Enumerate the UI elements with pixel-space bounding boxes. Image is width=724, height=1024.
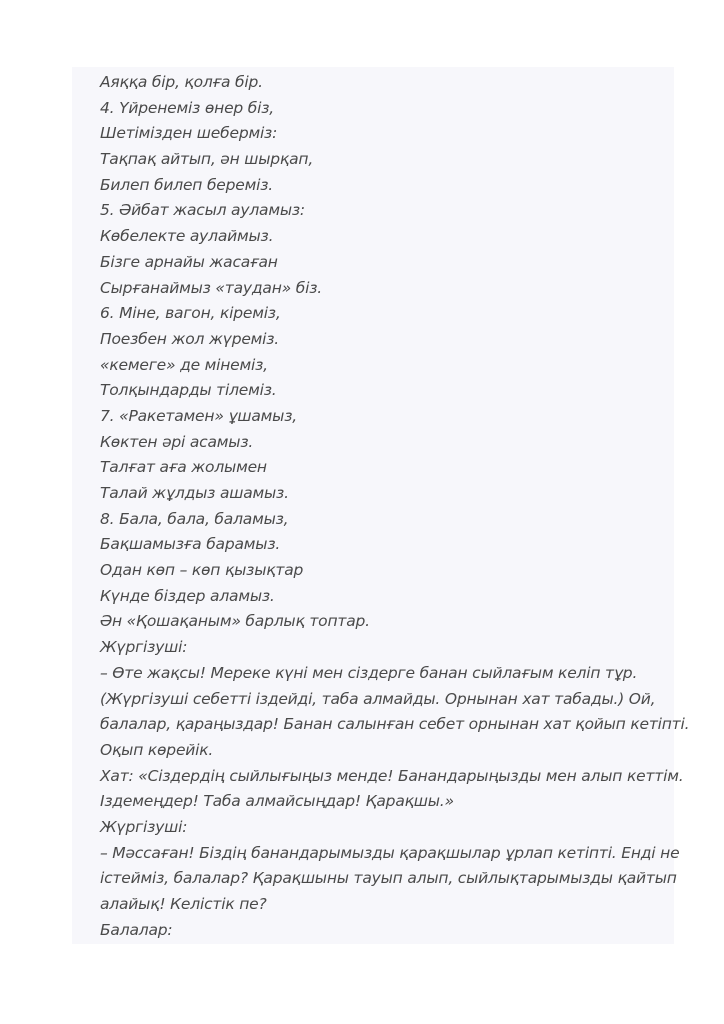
text-line: Поезбен жол жүреміз. (100, 329, 280, 348)
text-line: Талғат аға жолымен (100, 458, 267, 477)
text-line: Көктен әрі асамыз. (100, 432, 254, 451)
text-line: алайық! Келістік пе? (100, 895, 267, 913)
text-line: 6. Міне, вагон, кіреміз, (100, 304, 281, 323)
text-line: Аяққа бір, қолға бір. (100, 73, 263, 91)
text-line: Бақшамызға барамыз. (100, 535, 281, 554)
text-line: Талай жұлдыз ашамыз. (100, 484, 289, 502)
text-line: Шетімізден шеберміз: (100, 124, 278, 143)
text-line: балалар, қараңыздар! Банан салынған себет орнынан хат қойып кетіпті. (100, 715, 690, 734)
text-line: Хат: «Сіздердің сыйлығыңыз менде! Банандарыңызды мен алып кеттім. (100, 766, 684, 785)
text-line: Ән «Қошақаным» барлық топтар. (100, 612, 370, 631)
text-line: Оқып көрейік. (100, 740, 214, 759)
document-text-block (72, 67, 690, 944)
text-line: Билеп билеп береміз. (100, 175, 273, 194)
text-line: Сырғанаймыз «таудан» біз. (100, 278, 322, 297)
text-line: істейміз, балалар? Қарақшыны тауып алып, сыйлықтарымызды қайтып (100, 869, 677, 888)
text-line: Толқындарды тілеміз. (100, 381, 277, 400)
text-line: 4. Үйренеміз өнер біз, (100, 98, 275, 117)
text-line: Тақпақ айтып, ән шырқап, (100, 150, 314, 169)
text-line: Одан көп – көп қызықтар (100, 561, 304, 580)
text-line: Көбелекте аулаймыз. (100, 227, 274, 246)
text-line: Жүргізуші: (100, 817, 188, 836)
text-line: «кемеге» де мінеміз, (100, 355, 268, 374)
text-line: (Жүргізуші себетті іздейді, таба алмайды. Орнынан хат табады.) Ой, (100, 689, 656, 708)
text-line: 8. Бала, бала, баламыз, (100, 509, 289, 528)
text-line: – Өте жақсы! Мереке күні мен сіздерге банан сыйлағым келіп тұр. (100, 663, 638, 682)
text-line: 7. «Ракетамен» ұшамыз, (100, 406, 297, 425)
text-line: Бізге арнайы жасаған (100, 252, 278, 271)
text-line: Жүргізуші: (100, 638, 188, 657)
text-line: Балалар: (100, 920, 173, 939)
text-line: – Мәссаған! Біздің банандарымызды қарақшылар ұрлап кетіпті. Енді не (100, 843, 680, 862)
text-line: 5. Әйбат жасыл ауламыз: (100, 201, 305, 220)
text-line: Іздемеңдер! Таба алмайсыңдар! Қарақшы.» (100, 792, 454, 811)
text-line: Күнде біздер аламыз. (100, 586, 275, 605)
